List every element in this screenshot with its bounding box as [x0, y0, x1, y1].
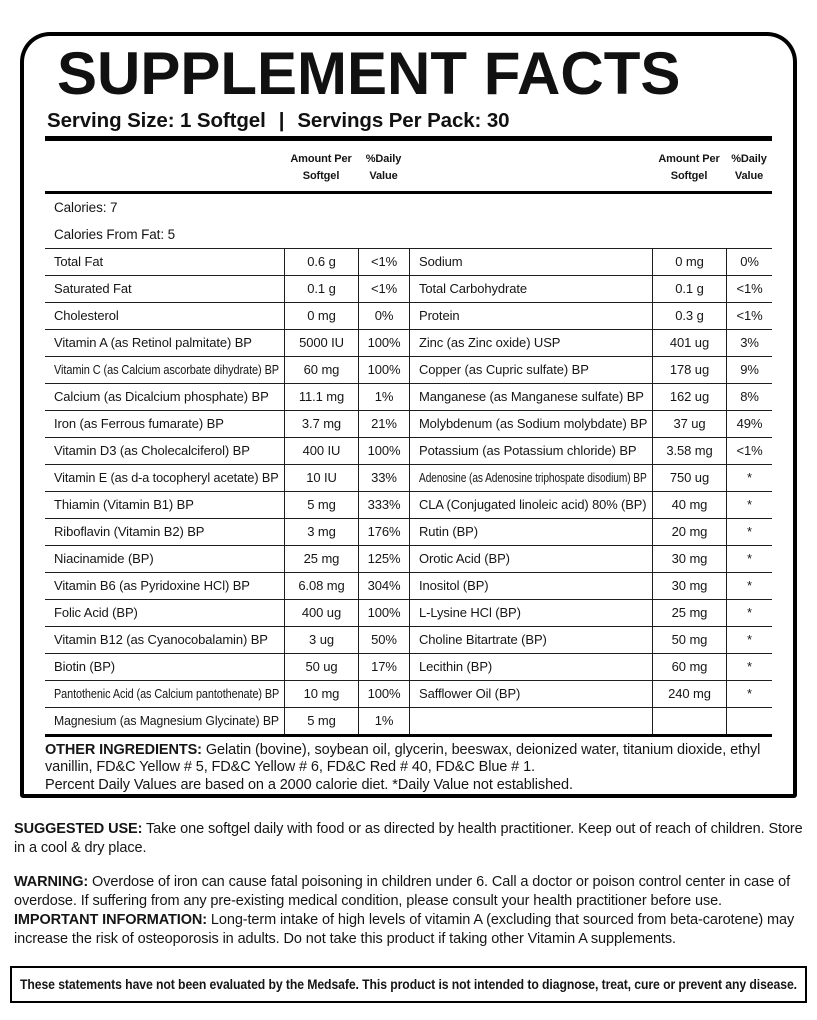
amount-value: 3.58 mg: [666, 443, 713, 459]
amount-value: 40 mg: [671, 497, 708, 513]
right-amount-cell: [652, 329, 726, 356]
header-text: Value: [734, 169, 764, 182]
right-nutrient-name-cell: [409, 491, 652, 518]
left-nutrient-name-cell: [45, 653, 284, 680]
left-nutrient-name-cell: [45, 707, 284, 734]
daily-value: *: [747, 578, 752, 594]
left-amount-cell: [284, 356, 358, 383]
amount-value: 37 ug: [673, 416, 706, 432]
daily-value: 50%: [371, 632, 397, 648]
suggested-use-section: [14, 820, 804, 859]
right-nutrient-name-cell: [409, 626, 652, 653]
left-nutrient-name-cell: [45, 518, 284, 545]
left-daily-value-cell: [358, 248, 409, 275]
daily-value: <1%: [736, 308, 763, 324]
calories-from-fat-text: Calories From Fat: 5: [54, 226, 176, 242]
left-nutrient-name-cell: [45, 248, 284, 275]
nutrient-name: Safflower Oil (BP): [419, 686, 521, 702]
amount-value: 400 IU: [302, 443, 341, 459]
warning-text: Overdose of iron can cause fatal poisoning in children under 6. Call a doctor or poison control center in case of overdose. If suffering from any pre-existing medical condition, please consult your health practitioner before use.: [14, 873, 791, 909]
suggested-use-text: Take one softgel daily with food or as directed by health practitioner. Keep out of reach of children. Store in a cool & dry place.: [14, 821, 803, 857]
right-nutrient-name-cell: [409, 329, 652, 356]
amount-value: 10 mg: [303, 686, 340, 702]
amount-value: 240 mg: [668, 686, 711, 702]
amount-value: 6.08 mg: [298, 578, 345, 594]
daily-value: <1%: [736, 443, 763, 459]
amount-value: 60 mg: [303, 362, 340, 378]
daily-value: *: [747, 659, 752, 675]
daily-value: 0%: [374, 308, 394, 324]
left-daily-value-cell: [358, 383, 409, 410]
right-amount-cell: [652, 653, 726, 680]
spacer: [14, 859, 804, 873]
column-header-row: [45, 141, 772, 191]
daily-value: *: [747, 686, 752, 702]
daily-value: 3%: [740, 335, 759, 351]
right-nutrient-name-cell: [409, 302, 652, 329]
disclaimer-text: These statements have not been evaluated by the Medsafe. This product is not intended to diagnose, treat, cure or prevent any disease.: [20, 977, 797, 992]
daily-value: <1%: [370, 254, 398, 270]
nutrient-name: Thiamin (Vitamin B1) BP: [54, 497, 194, 513]
daily-value: 8%: [740, 389, 759, 405]
amount-value: 25 mg: [303, 551, 340, 567]
nutrient-name: Pantothenic Acid (as Calcium pantothenate) BP: [54, 686, 280, 702]
amount-per-softgel-header-left: [284, 141, 358, 191]
nutrient-name: Vitamin B6 (as Pyridoxine HCl) BP: [54, 578, 250, 594]
daily-value: 33%: [371, 470, 397, 486]
right-daily-value-cell: [726, 329, 772, 356]
important-information-section: [14, 911, 804, 950]
left-nutrient-name-cell: [45, 329, 284, 356]
amount-value: 0 mg: [307, 308, 336, 324]
amount-value: 0 mg: [675, 254, 704, 270]
daily-value: *: [747, 632, 752, 648]
right-daily-value-cell: [726, 518, 772, 545]
nutrient-name: Calcium (as Dicalcium phosphate) BP: [54, 389, 269, 405]
left-daily-value-cell: [358, 680, 409, 707]
right-daily-value-cell: [726, 680, 772, 707]
daily-value: *: [747, 470, 752, 486]
header-text: %Daily: [731, 152, 767, 165]
amount-value: 3 mg: [307, 524, 336, 540]
amount-value: 30 mg: [671, 578, 708, 594]
left-amount-cell: [284, 572, 358, 599]
left-amount-cell: [284, 383, 358, 410]
left-daily-value-cell: [358, 356, 409, 383]
daily-value: 1%: [374, 389, 394, 405]
right-amount-cell: [652, 707, 726, 734]
nutrient-name: Vitamin E (as d-a tocopheryl acetate) BP: [54, 470, 279, 486]
other-ingredients-paragraph: [45, 742, 772, 777]
nutrient-name: Cholesterol: [54, 308, 119, 324]
right-daily-value-cell: [726, 275, 772, 302]
left-daily-value-cell: [358, 599, 409, 626]
nutrient-name: Riboflavin (Vitamin B2) BP: [54, 524, 205, 540]
serving-info-line: [47, 107, 772, 136]
daily-value: 0%: [740, 254, 759, 270]
servings-per-pack-text: Servings Per Pack: 30: [297, 109, 510, 133]
calories-row: [45, 194, 772, 221]
right-daily-value-cell: [726, 356, 772, 383]
left-nutrient-name-cell: [45, 275, 284, 302]
serving-divider: |: [278, 109, 285, 133]
left-daily-value-cell: [358, 410, 409, 437]
amount-value: 0.6 g: [307, 254, 336, 270]
amount-value: 5000 IU: [299, 335, 344, 351]
important-information-label: IMPORTANT INFORMATION:: [14, 912, 207, 929]
amount-value: 0.1 g: [675, 281, 704, 297]
left-nutrient-name-cell: [45, 626, 284, 653]
left-amount-cell: [284, 275, 358, 302]
right-nutrient-name-cell: [409, 518, 652, 545]
right-daily-value-cell: [726, 383, 772, 410]
nutrient-name: Zinc (as Zinc oxide) USP: [419, 335, 561, 351]
left-amount-cell: [284, 653, 358, 680]
right-daily-value-cell: [726, 707, 772, 734]
left-nutrient-name-cell: [45, 437, 284, 464]
left-amount-cell: [284, 545, 358, 572]
right-daily-value-cell: [726, 572, 772, 599]
left-nutrient-name-cell: [45, 599, 284, 626]
other-ingredients-text: Gelatin (bovine), soybean oil, glycerin, beeswax, deionized water, titanium dioxide, ethyl vanillin, FD&C Yellow # 5, FD&C Yellow # 6, FD&C Red # 40, FD&C Blue # 1.: [45, 741, 761, 776]
left-daily-value-cell: [358, 572, 409, 599]
left-nutrient-name-cell: [45, 491, 284, 518]
left-amount-cell: [284, 707, 358, 734]
daily-value: 125%: [367, 551, 401, 567]
left-amount-cell: [284, 491, 358, 518]
right-nutrient-name-cell: [409, 464, 652, 491]
left-amount-cell: [284, 626, 358, 653]
left-daily-value-cell: [358, 275, 409, 302]
left-daily-value-cell: [358, 518, 409, 545]
left-amount-cell: [284, 302, 358, 329]
right-nutrient-name-cell: [409, 599, 652, 626]
left-nutrient-name-cell: [45, 383, 284, 410]
daily-value: 100%: [367, 335, 401, 351]
important-information-text: Long-term intake of high levels of vitamin A (excluding that sourced from beta-carotene) may increase the risk of osteoporosis in adults. Do not take this product if taking other Vitamin A supplements.: [14, 912, 795, 948]
left-daily-value-cell: [358, 464, 409, 491]
right-amount-cell: [652, 302, 726, 329]
amount-value: 50 mg: [671, 632, 708, 648]
amount-value: 401 ug: [669, 335, 710, 351]
left-nutrient-name-cell: [45, 302, 284, 329]
header-text: Amount Per: [658, 152, 720, 165]
header-text: %Daily: [365, 152, 402, 165]
nutrient-name: Manganese (as Manganese sulfate) BP: [419, 389, 644, 405]
left-amount-cell: [284, 464, 358, 491]
amount-value: 50 ug: [305, 659, 338, 675]
right-amount-cell: [652, 680, 726, 707]
amount-value: 0.1 g: [307, 281, 336, 297]
left-daily-value-cell: [358, 545, 409, 572]
nutrient-name: Magnesium (as Magnesium Glycinate) BP: [54, 713, 279, 729]
right-amount-cell: [652, 248, 726, 275]
right-amount-cell: [652, 275, 726, 302]
other-ingredients-section: [45, 742, 772, 795]
daily-value: 49%: [736, 416, 763, 432]
nutrient-name: Sodium: [419, 254, 463, 270]
daily-value: *: [747, 605, 752, 621]
right-daily-value-cell: [726, 302, 772, 329]
amount-value: 5 mg: [307, 713, 336, 729]
amount-value: 10 IU: [306, 470, 337, 486]
other-ingredients-label: OTHER INGREDIENTS:: [45, 741, 202, 758]
left-nutrient-name-cell: [45, 464, 284, 491]
nutrient-name: Copper (as Cupric sulfate) BP: [419, 362, 589, 378]
nutrient-name: Vitamin D3 (as Cholecalciferol) BP: [54, 443, 250, 459]
right-nutrient-name-cell: [409, 437, 652, 464]
calories-text: Calories: 7: [54, 199, 118, 215]
right-amount-cell: [652, 356, 726, 383]
nutrient-name: L-Lysine HCl (BP): [419, 605, 521, 621]
left-daily-value-cell: [358, 302, 409, 329]
right-amount-cell: [652, 545, 726, 572]
right-daily-value-cell: [726, 491, 772, 518]
nutrient-name: Vitamin C (as Calcium ascorbate dihydrate) BP: [54, 362, 280, 378]
nutrient-name: Lecithin (BP): [419, 659, 493, 675]
daily-value: 100%: [367, 686, 401, 702]
amount-per-softgel-header-right: [652, 141, 726, 191]
nutrient-name: CLA (Conjugated linoleic acid) 80% (BP): [419, 497, 647, 513]
nutrient-name: Iron (as Ferrous fumarate) BP: [54, 416, 224, 432]
daily-value: 100%: [367, 362, 401, 378]
left-nutrient-name-cell: [45, 572, 284, 599]
header-text: Value: [369, 169, 398, 182]
right-nutrient-name-cell: [409, 545, 652, 572]
nutrient-name: Niacinamide (BP): [54, 551, 154, 567]
usage-info-sections: [14, 820, 804, 950]
amount-value: 5 mg: [307, 497, 336, 513]
right-nutrient-name-cell: [409, 707, 652, 734]
right-daily-value-cell: [726, 410, 772, 437]
amount-value: 178 ug: [669, 362, 710, 378]
nutrient-name: Vitamin B12 (as Cyanocobalamin) BP: [54, 632, 268, 648]
daily-value: 9%: [740, 362, 759, 378]
left-nutrient-name-cell: [45, 410, 284, 437]
nutrient-name: Saturated Fat: [54, 281, 132, 297]
right-nutrient-name-cell: [409, 383, 652, 410]
warning-section: [14, 873, 804, 912]
calories-from-fat-row: [45, 221, 772, 248]
daily-value: *: [747, 524, 752, 540]
amount-value: 162 ug: [669, 389, 710, 405]
right-daily-value-cell: [726, 464, 772, 491]
left-amount-cell: [284, 599, 358, 626]
nutrient-name: Total Fat: [54, 254, 103, 270]
daily-value: 176%: [367, 524, 401, 540]
right-daily-value-cell: [726, 545, 772, 572]
right-amount-cell: [652, 518, 726, 545]
left-nutrient-name-cell: [45, 356, 284, 383]
daily-value: *: [747, 551, 752, 567]
left-amount-cell: [284, 437, 358, 464]
daily-value: *: [747, 497, 752, 513]
header-text: Softgel: [670, 169, 708, 182]
nutrient-name: Folic Acid (BP): [54, 605, 138, 621]
warning-label: WARNING:: [14, 873, 89, 890]
daily-value: 100%: [367, 605, 401, 621]
nutrient-name: Biotin (BP): [54, 659, 116, 675]
disclaimer-box: [10, 966, 807, 1003]
right-amount-cell: [652, 626, 726, 653]
supplement-facts-panel: [20, 32, 797, 798]
daily-value: <1%: [370, 281, 398, 297]
serving-size-text: Serving Size: 1 Softgel: [47, 109, 266, 133]
right-amount-cell: [652, 383, 726, 410]
right-amount-cell: [652, 410, 726, 437]
right-nutrient-name-cell: [409, 572, 652, 599]
daily-value-footnote: Percent Daily Values are based on a 2000 calorie diet. *Daily Value not established.: [45, 777, 573, 794]
nutrient-name: Protein: [419, 308, 460, 324]
daily-value: 304%: [367, 578, 401, 594]
daily-value: 333%: [367, 497, 401, 513]
left-daily-value-cell: [358, 626, 409, 653]
left-amount-cell: [284, 329, 358, 356]
left-amount-cell: [284, 248, 358, 275]
daily-value: 17%: [371, 659, 397, 675]
right-nutrient-name-cell: [409, 653, 652, 680]
header-text: Softgel: [302, 169, 340, 182]
right-nutrient-name-cell: [409, 680, 652, 707]
nutrient-name: Total Carbohydrate: [419, 281, 528, 297]
amount-value: 11.1 mg: [298, 389, 345, 405]
daily-value: 21%: [371, 416, 397, 432]
left-daily-value-cell: [358, 653, 409, 680]
right-nutrient-name-cell: [409, 248, 652, 275]
right-amount-cell: [652, 491, 726, 518]
amount-value: 60 mg: [671, 659, 708, 675]
amount-value: 0.3 g: [675, 308, 704, 324]
right-daily-value-cell: [726, 437, 772, 464]
nutrient-name: Inositol (BP): [419, 578, 489, 594]
right-nutrient-name-cell: [409, 275, 652, 302]
daily-value-header-left: [358, 141, 409, 191]
right-amount-cell: [652, 437, 726, 464]
left-daily-value-cell: [358, 707, 409, 734]
right-amount-cell: [652, 599, 726, 626]
nutrient-name: Molybdenum (as Sodium molybdate) BP: [419, 416, 648, 432]
spacer: [409, 141, 652, 191]
left-nutrient-name-cell: [45, 680, 284, 707]
amount-value: 25 mg: [671, 605, 708, 621]
amount-value: 20 mg: [671, 524, 708, 540]
left-daily-value-cell: [358, 491, 409, 518]
suggested-use-label: SUGGESTED USE:: [14, 821, 143, 837]
left-daily-value-cell: [358, 329, 409, 356]
panel-title: SUPPLEMENT FACTS: [57, 40, 681, 107]
daily-value: 100%: [367, 443, 401, 459]
amount-value: 750 ug: [669, 470, 710, 486]
nutrient-name: Vitamin A (as Retinol palmitate) BP: [54, 335, 252, 351]
spacer: [45, 141, 284, 191]
right-nutrient-name-cell: [409, 410, 652, 437]
amount-value: 400 ug: [301, 605, 342, 621]
left-daily-value-cell: [358, 437, 409, 464]
right-daily-value-cell: [726, 626, 772, 653]
right-daily-value-cell: [726, 653, 772, 680]
left-amount-cell: [284, 518, 358, 545]
nutrient-name: Adenosine (as Adenosine triphospate disodium) BP: [419, 470, 647, 486]
nutrient-name: Rutin (BP): [419, 524, 478, 540]
daily-value: <1%: [736, 281, 763, 297]
daily-value: 1%: [374, 713, 394, 729]
right-nutrient-name-cell: [409, 356, 652, 383]
amount-value: 30 mg: [671, 551, 708, 567]
right-daily-value-cell: [726, 248, 772, 275]
facts-table: [45, 248, 772, 737]
left-amount-cell: [284, 680, 358, 707]
nutrient-name: Choline Bitartrate (BP): [419, 632, 547, 648]
right-amount-cell: [652, 464, 726, 491]
nutrient-name: Potassium (as Potassium chloride) BP: [419, 443, 637, 459]
nutrient-name: Orotic Acid (BP): [419, 551, 510, 567]
amount-value: 3.7 mg: [301, 416, 342, 432]
header-text: Amount Per: [290, 152, 352, 165]
left-amount-cell: [284, 410, 358, 437]
left-nutrient-name-cell: [45, 545, 284, 572]
daily-value-header-right: [726, 141, 772, 191]
amount-value: 3 ug: [309, 632, 334, 648]
right-amount-cell: [652, 572, 726, 599]
right-daily-value-cell: [726, 599, 772, 626]
